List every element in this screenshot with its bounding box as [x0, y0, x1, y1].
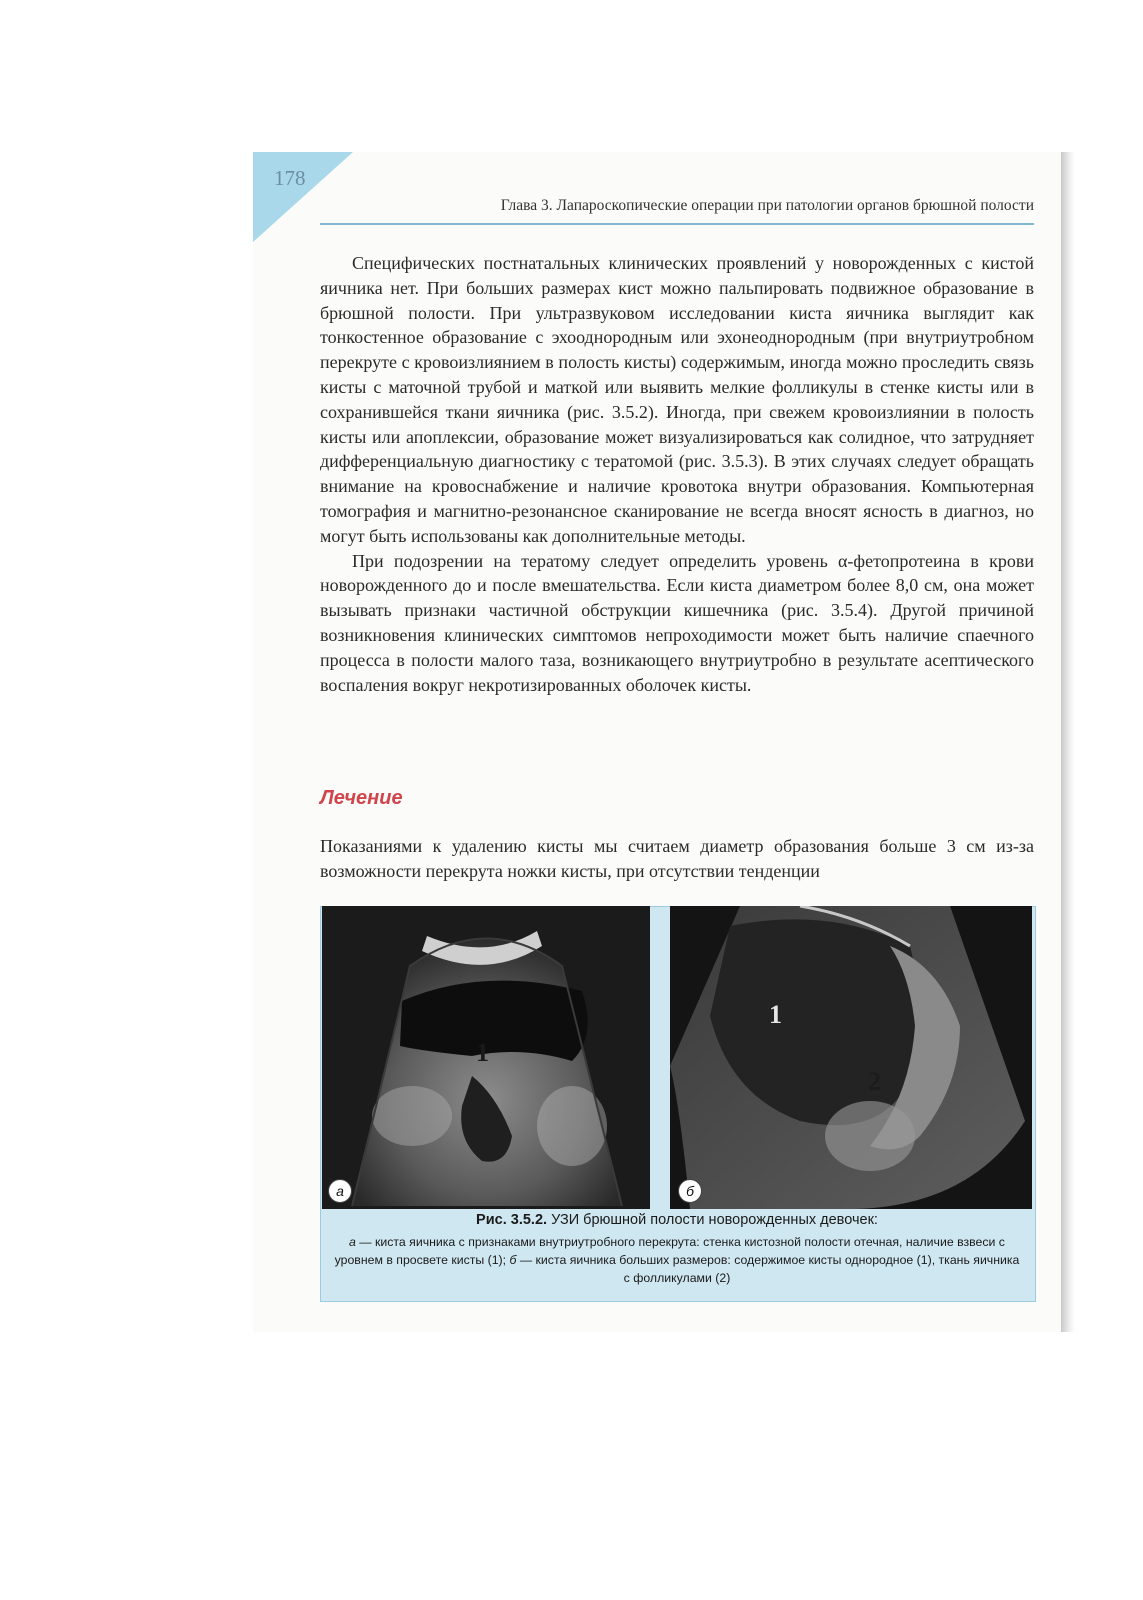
- header-rule: [320, 223, 1034, 225]
- page-edge-shadow: [1061, 152, 1075, 1332]
- caption-b-letter: б: [509, 1253, 517, 1267]
- figure-caption: [332, 1212, 1022, 1287]
- marker-2-b: 2: [868, 1067, 881, 1096]
- caption-body: [332, 1233, 1022, 1287]
- caption-a-letter: а: [349, 1235, 356, 1249]
- running-head: Глава 3. Лапароскопические операции при патологии органов брюшной полости: [500, 197, 1034, 214]
- caption-b-text: — киста яичника больших размеров: содержимое кисты однородное (1), ткань яичника с фолликулами (2): [516, 1253, 1020, 1285]
- body-text-after-heading: [320, 834, 1034, 884]
- panel-label-a: а: [328, 1179, 352, 1203]
- caption-a-text: — киста яичника с признаками внутриутробного перекрута: стенка кистозной полости отечная, наличие взвеси с уровнем в просвете кисты (1);: [334, 1235, 1005, 1267]
- paragraph: Специфических постнатальных клинических проявлений у новорожденных с кистой яичника нет. При больших размерах кист можно пальпировать подвижное образование в брюшной полости. При ультразвуковом исследовании киста яичника выглядит как тонкостенное образование с эхооднородным или эхонеоднородным (при внутриутробном перекруте с кровоизлиянием в полость кисты) содержимым, иногда можно проследить связь кисты с маточной трубой и маткой или выявить мелкие фолликулы в стенке кисты или в сохранившейся ткани яичника (рис. 3.5.2). Иногда, при свежем кровоизлиянии в полость кисты или апоплексии, образование может визуализироваться как солидное, что затрудняет дифференциальную диагностику с тератомой (рис. 3.5.3). В этих случаях следует обращать внимание на кровоснабжение и наличие кровотока внутри образования. Компьютерная томография и магнитно-резонансное сканирование не всегда вносят ясность в диагноз, но могут быть использованы как дополнительные методы.: [320, 253, 1034, 546]
- paragraph: Показаниями к удалению кисты мы считаем диаметр образования больше 3 см из-за возможности перекрута ножки кисты, при отсутствии тенденции: [320, 836, 1034, 881]
- panel-label-b: б: [678, 1179, 702, 1203]
- caption-title: [332, 1212, 1022, 1228]
- section-heading: Лечение: [320, 787, 403, 809]
- body-text: [320, 251, 1034, 697]
- paragraph: При подозрении на тератому следует определить уровень α-фетопротеина в крови новорожденного до и после вмешательства. Если киста диаметром более 8,0 см, она может вызывать признаки частичной обструкции кишечника (рис. 3.5.4). Другой причиной возникновения клинических симптомов непроходимости может быть наличие спаечного процесса в полости малого таза, возникающего внутриутробно в результате асептического воспаления вокруг некротизированных оболочек кисты.: [320, 550, 1034, 695]
- caption-title-text: УЗИ брюшной полости новорожденных девочек:: [547, 1212, 878, 1228]
- caption-number: Рис. 3.5.2.: [476, 1212, 548, 1228]
- ultrasound-image-b: [670, 906, 1032, 1209]
- marker-1-a: 1: [476, 1038, 489, 1067]
- marker-1-b: 1: [769, 1000, 782, 1029]
- page-number: 178: [274, 166, 306, 190]
